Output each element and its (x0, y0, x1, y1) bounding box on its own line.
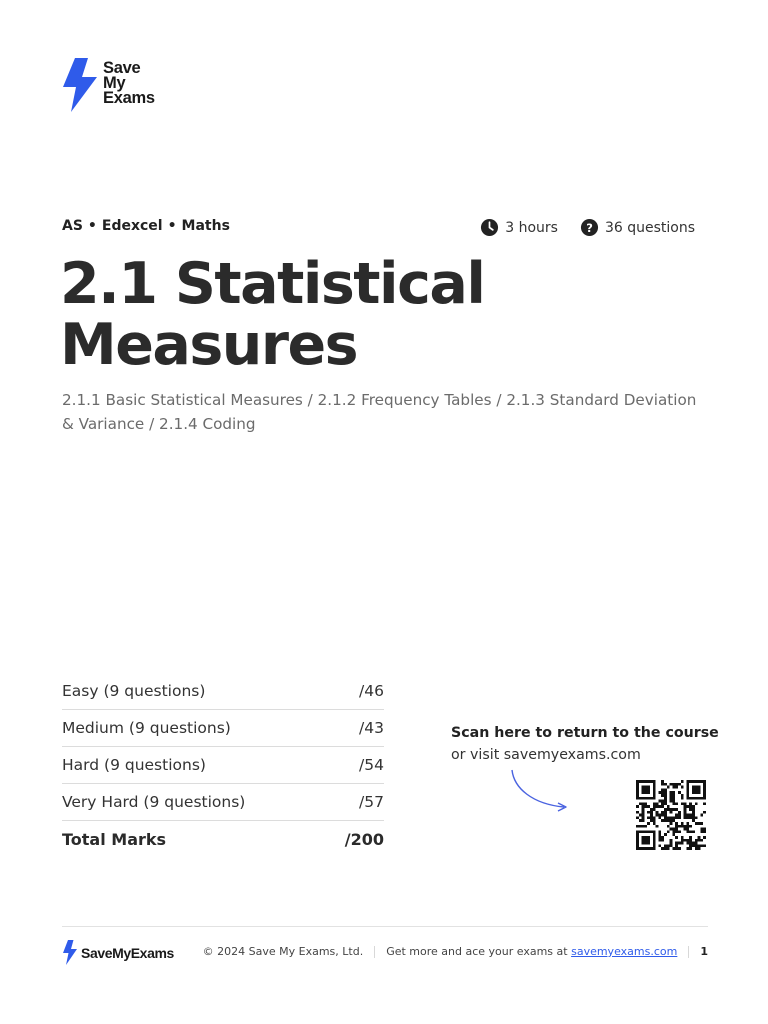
exam-stats (480, 218, 695, 237)
marks-row (62, 747, 384, 784)
clock-icon (480, 218, 499, 237)
footer-cta (386, 945, 677, 958)
scan-title: Scan here to return to the course (451, 725, 719, 741)
footer-divider (62, 926, 708, 927)
scan-subtitle: or visit savemyexams.com (451, 747, 641, 763)
page-title: 2.1 Statistical Measures (60, 251, 485, 378)
marks-label: Hard (9 questions) (62, 756, 206, 774)
marks-label: Easy (9 questions) (62, 682, 206, 700)
lightning-bolt-icon (61, 57, 99, 113)
brand-logo[interactable] (61, 57, 155, 113)
qr-code[interactable] (634, 780, 708, 850)
marks-value: /57 (359, 793, 384, 811)
marks-value: /54 (359, 756, 384, 774)
crumb-separator: • (167, 218, 177, 234)
duration-text: 3 hours (505, 219, 558, 236)
curved-arrow-icon (506, 766, 576, 816)
crumb-board: Edexcel (101, 218, 163, 234)
question-circle-icon (580, 218, 599, 237)
topic-list: 2.1.1 Basic Statistical Measures / 2.1.2 Frequency Tables / 2.1.3 Standard Deviation & Variance / 2.1.4 Coding (62, 391, 697, 433)
footer-brand-name: SaveMyExams (81, 944, 174, 961)
marks-value: /43 (359, 719, 384, 737)
brand-wordmark (103, 61, 155, 106)
marks-value: /46 (359, 682, 384, 700)
crumb-level: AS (62, 218, 83, 234)
copyright-text: © 2024 Save My Exams, Ltd. (202, 945, 364, 958)
total-label: Total Marks (62, 829, 167, 849)
cta-text: Get more and ace your exams at (386, 945, 568, 958)
lightning-bolt-icon (62, 940, 78, 965)
total-marks-row (62, 821, 384, 857)
logo-line: Exams (103, 89, 155, 107)
marks-table (62, 673, 384, 857)
footer-separator (374, 946, 375, 958)
marks-row (62, 784, 384, 821)
logo-line: My (103, 74, 126, 92)
questions-text: 36 questions (604, 219, 695, 236)
page-number: 1 (700, 945, 708, 958)
crumb-separator: • (87, 218, 97, 234)
scan-prompt (451, 722, 721, 766)
duration-stat (480, 218, 558, 237)
marks-label: Medium (9 questions) (62, 719, 231, 737)
footer-separator (688, 946, 689, 958)
course-meta (62, 218, 708, 238)
footer-info (203, 945, 708, 958)
breadcrumb (62, 218, 230, 234)
website-link[interactable]: savemyexams.com (571, 945, 678, 958)
logo-line: Save (103, 59, 141, 77)
footer-logo[interactable] (62, 940, 174, 965)
crumb-subject: Maths (181, 218, 230, 234)
total-value: /200 (344, 829, 384, 849)
page-footer (62, 940, 708, 966)
questions-stat (580, 218, 695, 237)
marks-label: Very Hard (9 questions) (62, 793, 246, 811)
svg-text:?: ? (586, 220, 593, 235)
marks-row (62, 673, 384, 710)
marks-row (62, 710, 384, 747)
